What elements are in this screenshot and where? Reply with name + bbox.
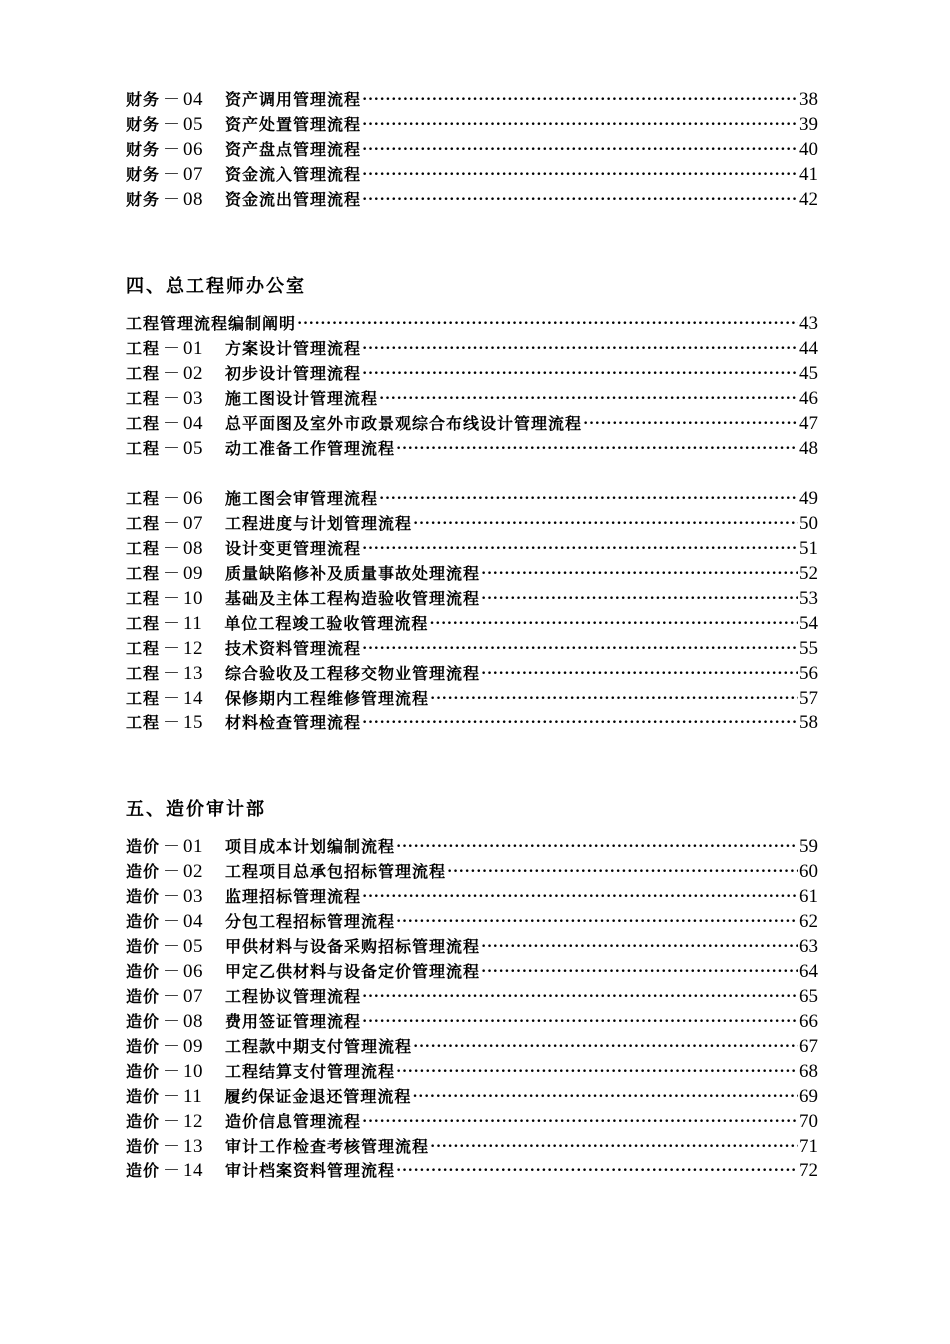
entry-title: 动工准备工作管理流程 — [225, 439, 396, 458]
entry-number: 01 — [183, 338, 204, 359]
entry-prefix: 工程 — [126, 389, 161, 408]
dot-leader — [362, 336, 798, 361]
entry-code — [126, 1009, 203, 1034]
entry-prefix: 工程 — [126, 339, 161, 358]
entry-prefix: 工程 — [126, 689, 161, 708]
entry-page-number: 44 — [799, 338, 818, 359]
dot-leader — [429, 611, 798, 636]
toc-entry[interactable] — [126, 112, 818, 137]
toc-entry[interactable] — [126, 436, 818, 461]
toc-entry[interactable] — [126, 87, 818, 112]
entry-code — [126, 187, 203, 212]
entry-prefix: 造价 — [126, 912, 161, 931]
dot-leader — [362, 1109, 798, 1134]
entry-number: 13 — [183, 1136, 204, 1157]
entry-code — [126, 1084, 202, 1109]
entry-code — [126, 1109, 203, 1134]
toc-entry[interactable] — [126, 411, 818, 436]
entry-number: 13 — [183, 663, 204, 684]
entry-page-number: 63 — [799, 936, 818, 957]
toc-entry[interactable] — [126, 1034, 818, 1059]
entry-code — [126, 386, 203, 411]
entry-page-number: 65 — [799, 986, 818, 1007]
entry-number: 04 — [183, 413, 204, 434]
entry-dash: － — [163, 664, 181, 683]
entry-number: 08 — [183, 1011, 204, 1032]
entry-code — [126, 411, 203, 436]
entry-number: 07 — [183, 164, 204, 185]
entry-number: 03 — [183, 388, 204, 409]
entry-number: 05 — [183, 936, 204, 957]
entry-page-number: 56 — [799, 663, 818, 684]
entry-code — [126, 586, 203, 611]
entry-prefix: 财务 — [126, 165, 161, 184]
entry-title: 基础及主体工程构造验收管理流程 — [225, 589, 481, 608]
entry-title: 审计工作检查考核管理流程 — [225, 1137, 430, 1156]
entry-dash: － — [163, 115, 181, 134]
dot-leader — [362, 1009, 798, 1034]
toc-entry[interactable] — [126, 137, 818, 162]
toc-entry[interactable] — [126, 511, 818, 536]
toc-entry[interactable] — [126, 959, 818, 984]
entry-page-number: 50 — [799, 513, 818, 534]
entry-number: 15 — [183, 712, 204, 733]
entry-title: 技术资料管理流程 — [225, 639, 362, 658]
entry-number: 12 — [183, 638, 204, 659]
dot-leader — [362, 187, 798, 212]
entry-page-number: 58 — [799, 712, 818, 733]
entry-title: 造价信息管理流程 — [225, 1112, 362, 1131]
entry-dash: － — [163, 1012, 181, 1031]
entry-dash: － — [163, 1112, 181, 1131]
entry-title: 甲供材料与设备采购招标管理流程 — [225, 937, 481, 956]
entry-page-number: 46 — [799, 388, 818, 409]
entry-title: 施工图会审管理流程 — [225, 489, 379, 508]
dot-leader — [379, 386, 798, 411]
entry-page-number: 48 — [799, 438, 818, 459]
dot-leader — [362, 162, 798, 187]
entry-title: 工程协议管理流程 — [225, 987, 362, 1006]
entry-page-number: 72 — [799, 1160, 818, 1181]
entry-title: 质量缺陷修补及质量事故处理流程 — [225, 564, 481, 583]
entry-page-number: 39 — [799, 114, 818, 135]
entry-page-number: 38 — [799, 89, 818, 110]
entry-number: 02 — [183, 861, 204, 882]
entry-number: 11 — [183, 1086, 203, 1107]
entry-prefix: 财务 — [126, 140, 161, 159]
dot-leader — [583, 411, 798, 436]
section-heading: 四、总工程师办公室 — [126, 276, 306, 297]
entry-dash: － — [163, 439, 181, 458]
entry-number: 01 — [183, 836, 204, 857]
entry-page-number: 57 — [799, 688, 818, 709]
entry-title: 施工图设计管理流程 — [225, 389, 379, 408]
toc-entry[interactable] — [126, 686, 818, 711]
entry-prefix: 工程 — [126, 489, 161, 508]
entry-prefix: 工程 — [126, 589, 161, 608]
entry-title: 资金流入管理流程 — [225, 165, 362, 184]
entry-prefix: 工程 — [126, 713, 161, 732]
entry-number: 06 — [183, 961, 204, 982]
dot-leader — [396, 436, 798, 461]
entry-page-number: 43 — [799, 313, 818, 334]
entry-prefix: 工程 — [126, 564, 161, 583]
toc-entry[interactable] — [126, 1084, 818, 1109]
entry-number: 08 — [183, 189, 204, 210]
entry-dash: － — [163, 614, 181, 633]
toc-entry[interactable] — [126, 984, 818, 1009]
toc-entry[interactable] — [126, 386, 818, 411]
entry-dash: － — [163, 639, 181, 658]
dot-leader — [430, 1134, 798, 1159]
toc-entry[interactable] — [126, 1134, 818, 1159]
entry-dash: － — [163, 987, 181, 1006]
entry-code — [126, 1158, 203, 1183]
entry-title: 监理招标管理流程 — [225, 887, 362, 906]
entry-dash: － — [163, 90, 181, 109]
dot-leader — [362, 137, 798, 162]
entry-code — [126, 934, 203, 959]
toc-entry[interactable] — [126, 611, 818, 636]
entry-title: 工程项目总承包招标管理流程 — [225, 862, 447, 881]
entry-code — [126, 686, 203, 711]
entry-dash: － — [163, 339, 181, 358]
entry-prefix: 造价 — [126, 1037, 161, 1056]
entry-title: 资金流出管理流程 — [225, 190, 362, 209]
entry-prefix: 造价 — [126, 1062, 161, 1081]
entry-dash: － — [163, 962, 181, 981]
toc-entry[interactable] — [126, 909, 818, 934]
entry-prefix: 工程 — [126, 414, 161, 433]
entry-dash: － — [163, 190, 181, 209]
entry-page-number: 70 — [799, 1111, 818, 1132]
toc-entry[interactable] — [126, 311, 818, 336]
entry-number: 07 — [183, 513, 204, 534]
entry-title: 资产处置管理流程 — [225, 115, 362, 134]
entry-code — [126, 710, 203, 735]
dot-leader — [362, 87, 798, 112]
entry-prefix: 财务 — [126, 90, 161, 109]
entry-dash: － — [163, 912, 181, 931]
entry-title: 项目成本计划编制流程 — [225, 837, 396, 856]
entry-number: 03 — [183, 886, 204, 907]
entry-number: 09 — [183, 563, 204, 584]
entry-page-number: 60 — [799, 861, 818, 882]
entry-number: 12 — [183, 1111, 204, 1132]
toc-entry[interactable] — [126, 934, 818, 959]
entry-page-number: 61 — [799, 886, 818, 907]
entry-code — [126, 162, 203, 187]
toc-entry[interactable] — [126, 1009, 818, 1034]
entry-dash: － — [163, 564, 181, 583]
entry-prefix: 造价 — [126, 1161, 161, 1180]
entry-code — [126, 436, 203, 461]
entry-title: 资产调用管理流程 — [225, 90, 362, 109]
entry-prefix: 造价 — [126, 1112, 161, 1131]
entry-title: 材料检查管理流程 — [225, 713, 362, 732]
entry-dash: － — [163, 1137, 181, 1156]
entry-prefix: 工程 — [126, 539, 161, 558]
entry-prefix: 财务 — [126, 190, 161, 209]
dot-leader — [362, 710, 798, 735]
entry-page-number: 62 — [799, 911, 818, 932]
entry-dash: － — [163, 140, 181, 159]
entry-prefix: 造价 — [126, 937, 161, 956]
entry-number: 10 — [183, 1061, 204, 1082]
entry-title: 工程款中期支付管理流程 — [225, 1037, 413, 1056]
entry-page-number: 41 — [799, 164, 818, 185]
entry-title: 设计变更管理流程 — [225, 539, 362, 558]
entry-number: 11 — [183, 613, 203, 634]
entry-number: 09 — [183, 1036, 204, 1057]
entry-dash: － — [163, 837, 181, 856]
entry-title: 综合验收及工程移交物业管理流程 — [225, 664, 481, 683]
toc-entry[interactable] — [126, 661, 818, 686]
toc-entry[interactable] — [126, 486, 818, 511]
dot-leader — [379, 486, 798, 511]
dot-leader — [362, 361, 798, 386]
dot-leader — [362, 984, 798, 1009]
entry-code — [126, 1059, 203, 1084]
entry-page-number: 59 — [799, 836, 818, 857]
entry-title: 费用签证管理流程 — [225, 1012, 362, 1031]
entry-title: 保修期内工程维修管理流程 — [225, 689, 430, 708]
entry-code — [126, 561, 203, 586]
entry-page-number: 67 — [799, 1036, 818, 1057]
dot-leader — [362, 884, 798, 909]
entry-prefix: 工程 — [126, 364, 161, 383]
dot-leader — [396, 834, 798, 859]
dot-leader — [430, 686, 798, 711]
entry-page-number: 71 — [799, 1136, 818, 1157]
entry-dash: － — [163, 689, 181, 708]
entry-title: 甲定乙供材料与设备定价管理流程 — [225, 962, 481, 981]
entry-page-number: 49 — [799, 488, 818, 509]
entry-code — [126, 636, 203, 661]
entry-number: 10 — [183, 588, 204, 609]
dot-leader — [481, 959, 798, 984]
entry-prefix: 工程 — [126, 439, 161, 458]
entry-title: 单位工程竣工验收管理流程 — [224, 614, 429, 633]
toc-entry[interactable] — [126, 859, 818, 884]
entry-dash: － — [163, 414, 181, 433]
entry-code — [126, 536, 203, 561]
entry-prefix: 造价 — [126, 1137, 161, 1156]
entry-dash: － — [163, 862, 181, 881]
toc-entry[interactable] — [126, 162, 818, 187]
entry-page-number: 53 — [799, 588, 818, 609]
entry-dash: － — [163, 887, 181, 906]
entry-page-number: 52 — [799, 563, 818, 584]
entry-prefix: 造价 — [126, 1012, 161, 1031]
entry-dash: － — [163, 165, 181, 184]
toc-entry[interactable] — [126, 884, 818, 909]
toc-entry[interactable] — [126, 1059, 818, 1084]
entry-title: 工程管理流程编制阐明 — [126, 314, 297, 333]
entry-prefix: 工程 — [126, 614, 161, 633]
entry-title: 资产盘点管理流程 — [225, 140, 362, 159]
entry-page-number: 66 — [799, 1011, 818, 1032]
entry-dash: － — [163, 1062, 181, 1081]
entry-prefix: 工程 — [126, 514, 161, 533]
entry-dash: － — [163, 1037, 181, 1056]
dot-leader — [481, 561, 798, 586]
entry-page-number: 68 — [799, 1061, 818, 1082]
toc-entry[interactable] — [126, 187, 818, 212]
entry-title: 审计档案资料管理流程 — [225, 1161, 396, 1180]
entry-number: 14 — [183, 1160, 204, 1181]
entry-prefix: 造价 — [126, 962, 161, 981]
dot-leader — [413, 1034, 798, 1059]
entry-title: 工程进度与计划管理流程 — [225, 514, 413, 533]
entry-code — [126, 486, 203, 511]
entry-page-number: 55 — [799, 638, 818, 659]
entry-title: 方案设计管理流程 — [225, 339, 362, 358]
entry-number: 04 — [183, 89, 204, 110]
entry-dash: － — [163, 489, 181, 508]
dot-leader — [412, 1084, 798, 1109]
entry-dash: － — [163, 539, 181, 558]
entry-dash: － — [163, 713, 181, 732]
entry-title: 分包工程招标管理流程 — [225, 912, 396, 931]
entry-code — [126, 1134, 203, 1159]
entry-code — [126, 1034, 203, 1059]
entry-code — [126, 909, 203, 934]
entry-title: 总平面图及室外市政景观综合布线设计管理流程 — [225, 414, 583, 433]
entry-prefix: 工程 — [126, 639, 161, 658]
entry-title: 初步设计管理流程 — [225, 364, 362, 383]
entry-dash: － — [163, 1161, 181, 1180]
entry-dash: － — [163, 1087, 181, 1106]
entry-number: 08 — [183, 538, 204, 559]
toc-entry[interactable] — [126, 1158, 818, 1183]
entry-page-number: 42 — [799, 189, 818, 210]
toc-entry[interactable] — [126, 561, 818, 586]
section-heading: 五、造价审计部 — [126, 799, 266, 820]
toc-entry[interactable] — [126, 636, 818, 661]
dot-leader — [297, 311, 798, 336]
toc-entry[interactable] — [126, 710, 818, 735]
entry-code — [126, 361, 203, 386]
toc-entry[interactable] — [126, 834, 818, 859]
entry-number: 05 — [183, 114, 204, 135]
entry-dash: － — [163, 589, 181, 608]
entry-number: 02 — [183, 363, 204, 384]
dot-leader — [362, 112, 798, 137]
entry-page-number: 51 — [799, 538, 818, 559]
entry-page-number: 40 — [799, 139, 818, 160]
entry-number: 06 — [183, 488, 204, 509]
entry-prefix: 造价 — [126, 887, 161, 906]
dot-leader — [362, 636, 798, 661]
entry-code — [126, 137, 203, 162]
entry-dash: － — [163, 389, 181, 408]
entry-number: 06 — [183, 139, 204, 160]
entry-number: 14 — [183, 688, 204, 709]
entry-code — [126, 884, 203, 909]
dot-leader — [362, 536, 798, 561]
dot-leader — [481, 661, 798, 686]
entry-number: 04 — [183, 911, 204, 932]
dot-leader — [396, 1158, 798, 1183]
entry-code — [126, 112, 203, 137]
entry-prefix: 造价 — [126, 987, 161, 1006]
entry-code — [126, 336, 203, 361]
entry-title: 履约保证金退还管理流程 — [224, 1087, 412, 1106]
entry-page-number: 45 — [799, 363, 818, 384]
entry-page-number: 54 — [799, 613, 818, 634]
entry-dash: － — [163, 364, 181, 383]
dot-leader — [413, 511, 798, 536]
entry-prefix: 财务 — [126, 115, 161, 134]
entry-code — [126, 511, 203, 536]
dot-leader — [481, 934, 798, 959]
entry-code — [126, 859, 203, 884]
dot-leader — [481, 586, 798, 611]
entry-page-number: 69 — [799, 1086, 818, 1107]
entry-title: 工程结算支付管理流程 — [225, 1062, 396, 1081]
dot-leader — [396, 1059, 798, 1084]
entry-code — [126, 611, 202, 636]
entry-code — [126, 661, 203, 686]
dot-leader — [447, 859, 798, 884]
entry-dash: － — [163, 514, 181, 533]
entry-page-number: 64 — [799, 961, 818, 982]
entry-dash: － — [163, 937, 181, 956]
entry-prefix: 造价 — [126, 837, 161, 856]
toc-entry[interactable] — [126, 1109, 818, 1134]
toc-entry[interactable] — [126, 336, 818, 361]
entry-code — [126, 834, 203, 859]
entry-prefix: 工程 — [126, 664, 161, 683]
entry-prefix: 造价 — [126, 862, 161, 881]
entry-number: 07 — [183, 986, 204, 1007]
dot-leader — [396, 909, 798, 934]
entry-code — [126, 959, 203, 984]
entry-code — [126, 984, 203, 1009]
toc-entry[interactable] — [126, 361, 818, 386]
toc-entry[interactable] — [126, 586, 818, 611]
entry-page-number: 47 — [799, 413, 818, 434]
entry-prefix: 造价 — [126, 1087, 161, 1106]
toc-entry[interactable] — [126, 536, 818, 561]
entry-code — [126, 87, 203, 112]
entry-number: 05 — [183, 438, 204, 459]
